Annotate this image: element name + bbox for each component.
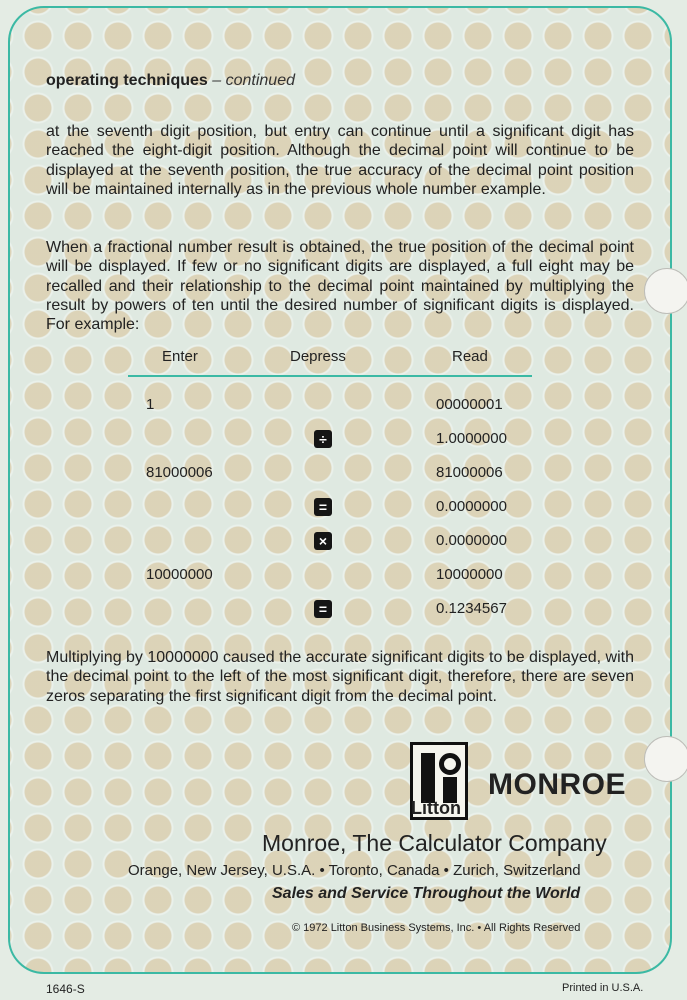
table-row bbox=[0, 495, 687, 519]
document-code: 1646-S bbox=[46, 982, 85, 996]
column-header-depress: Depress bbox=[290, 348, 346, 365]
table-header-rule bbox=[128, 375, 532, 377]
column-header-read: Read bbox=[452, 348, 488, 365]
table-row bbox=[0, 563, 687, 587]
column-header-enter: Enter bbox=[162, 348, 198, 365]
litton-wordmark: Litton bbox=[411, 798, 461, 818]
paragraph-2: When a fractional number result is obtained, the true position of the decimal point will be displayed. If few or no significant digits are displayed, a full eight may be recalled and their relationship to the decimal point maintained by multiplying the result by powers of ten until the desired number of significant digits is displayed. For example: bbox=[46, 239, 634, 334]
monroe-wordmark: MONROE bbox=[488, 768, 626, 801]
read-value: 0.0000000 bbox=[436, 532, 507, 549]
section-heading bbox=[46, 72, 295, 90]
multiply-key-icon: × bbox=[314, 532, 332, 550]
enter-value: 1 bbox=[146, 396, 155, 413]
divide-key-icon: ÷ bbox=[314, 430, 332, 448]
table-row bbox=[0, 529, 687, 553]
binder-hole-top bbox=[644, 268, 687, 314]
company-locations: Orange, New Jersey, U.S.A. • Toronto, Canada • Zurich, Switzerland bbox=[128, 862, 581, 879]
enter-value: 81000006 bbox=[146, 464, 213, 481]
read-value: 00000001 bbox=[436, 396, 503, 413]
equals-key-icon: = bbox=[314, 600, 332, 618]
paragraph-3: Multiplying by 10000000 caused the accurate significant digits to be displayed, with the decimal point to the left of the most significant digit, therefore, there are seven zeros separating the first significant digit from the decimal point. bbox=[46, 649, 634, 705]
paragraph-1: at the seventh digit position, but entry can continue until a significant digit has reached the eight-digit position. Although the decimal point will continue to be displayed at the seventh position, the true accuracy of the decimal point position will be maintained internally as in the previous whole number example. bbox=[46, 123, 634, 198]
table-row bbox=[0, 461, 687, 485]
company-name: Monroe, The Calculator Company bbox=[262, 830, 607, 856]
table-row bbox=[0, 393, 687, 417]
binder-hole-bottom bbox=[644, 736, 687, 782]
read-value: 1.0000000 bbox=[436, 430, 507, 447]
copyright-notice: © 1972 Litton Business Systems, Inc. • All Rights Reserved bbox=[292, 922, 581, 934]
company-slogan: Sales and Service Throughout the World bbox=[272, 885, 581, 902]
table-row bbox=[0, 597, 687, 621]
enter-value: 10000000 bbox=[146, 566, 213, 583]
read-value: 81000006 bbox=[436, 464, 503, 481]
equals-key-icon: = bbox=[314, 498, 332, 516]
read-value: 0.0000000 bbox=[436, 498, 507, 515]
heading-subtitle: – continued bbox=[212, 72, 295, 89]
printed-notice: Printed in U.S.A. bbox=[562, 982, 644, 994]
heading-title: operating techniques bbox=[46, 72, 208, 89]
table-row bbox=[0, 427, 687, 451]
read-value: 0.1234567 bbox=[436, 600, 507, 617]
read-value: 10000000 bbox=[436, 566, 503, 583]
